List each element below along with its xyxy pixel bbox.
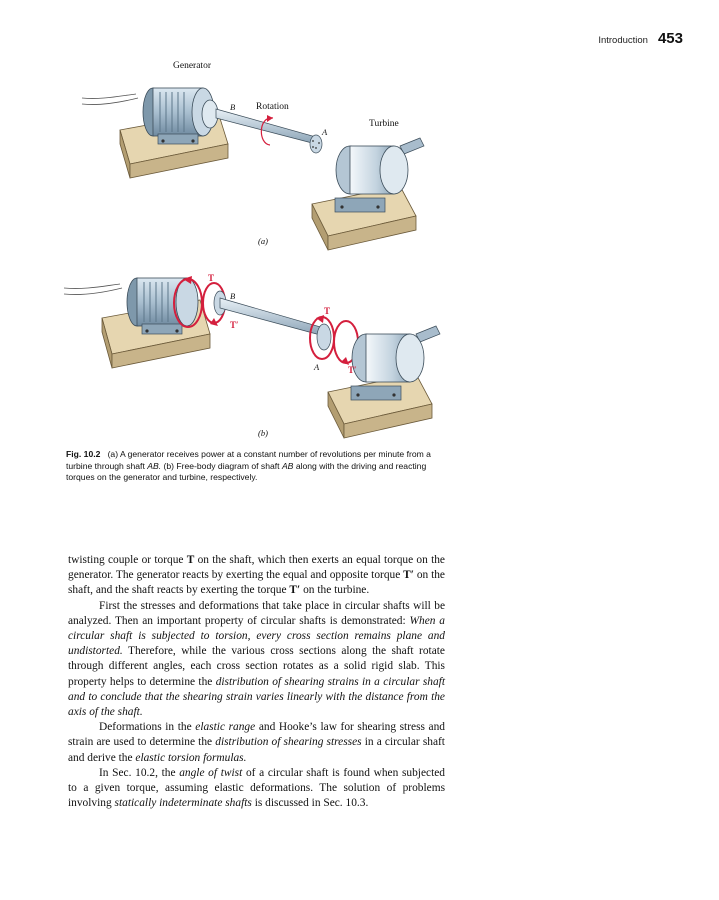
p2-text-2: Therefore, while the various cross sections along the shaft rotate through different angles, each cross section rotates as a solid rigid slab. This property helps to determine the bbox=[68, 645, 445, 688]
paragraph-1 bbox=[68, 553, 445, 599]
p1-symbol-tprime: T′ bbox=[403, 569, 414, 582]
p3-italic-1: elastic range bbox=[195, 721, 256, 734]
running-head bbox=[598, 30, 683, 47]
turbine bbox=[335, 138, 424, 212]
turbine-b bbox=[351, 326, 440, 400]
p1-symbol-tprime-2: T′ bbox=[289, 584, 301, 597]
caption-shaft: AB. bbox=[147, 460, 162, 471]
p2-italic-2: distribution of shearing strains in a circular shaft and to conclude that the shearing strain varies linearly with the distance from the axis of the shaft. bbox=[68, 675, 445, 719]
section-title: Introduction bbox=[598, 35, 648, 46]
p3-italic-2: distribution of shearing stresses bbox=[215, 736, 362, 749]
p1-text-3: on the shaft, and the shaft reacts by exerting the torque bbox=[68, 569, 445, 597]
p1-text-1: twisting couple or torque bbox=[68, 554, 184, 566]
p4-italic-2: statically indeterminate shafts bbox=[114, 797, 252, 810]
panel-a bbox=[82, 61, 424, 250]
p4-text-1: In Sec. 10.2, the bbox=[99, 766, 176, 779]
caption-figure-number: Fig. 10.2 bbox=[66, 449, 101, 459]
caption-shaft-2: AB bbox=[281, 460, 294, 471]
p2-text-1: First the stresses and deformations that take place in circular shafts will be analyzed. Then an important property of circular shafts is demonstrated: bbox=[68, 599, 445, 627]
p3-text-3: in a circular shaft and derive the bbox=[68, 736, 445, 764]
turbine-base-b bbox=[328, 374, 432, 438]
p4-text-3: is discussed in Sec. 10.3. bbox=[254, 797, 369, 810]
torque-tprime-label-1: T′ bbox=[230, 320, 239, 330]
panel-b-label: (b) bbox=[258, 428, 268, 438]
paragraph-3 bbox=[68, 720, 445, 766]
p1-text-4: on the turbine. bbox=[303, 584, 370, 597]
p1-symbol-t: T bbox=[186, 554, 195, 566]
panel-b bbox=[64, 273, 440, 438]
generator-label: Generator bbox=[173, 61, 211, 71]
turbine-label: Turbine bbox=[369, 119, 399, 129]
point-b-label: B bbox=[230, 102, 236, 112]
body-text bbox=[68, 553, 445, 811]
p1-text-2: on the shaft, which then exerts an equal torque on the generator. The generator reacts by exerting the equal and opposite torque bbox=[68, 554, 445, 582]
rotation-label: Rotation bbox=[256, 102, 289, 112]
caption-part-3: along with the driving and reacting torques on the generator and turbine, respectively. bbox=[66, 460, 427, 483]
shaft-ab bbox=[216, 109, 322, 153]
page-number: 453 bbox=[657, 30, 683, 47]
figure-caption bbox=[66, 449, 448, 484]
p3-text-2: and Hooke’s law for shearing stress and strain are used to determine the bbox=[68, 721, 446, 749]
turbine-base bbox=[312, 186, 416, 250]
p2-italic-1: When a circular shaft is subjected to torsion, every cross section remains plane and undistorted. bbox=[68, 614, 445, 658]
p3-text-1: Deformations in the bbox=[99, 721, 192, 734]
p4-italic-1: angle of twist bbox=[179, 766, 243, 779]
paragraph-4 bbox=[68, 766, 445, 812]
paragraph-2 bbox=[68, 599, 445, 721]
panel-a-label: (a) bbox=[258, 236, 268, 246]
point-a-label-b: A bbox=[314, 362, 320, 372]
caption-part-1: (a) A generator receives power at a constant number of revolutions per minute from a turbine through shaft bbox=[66, 449, 431, 471]
p3-italic-3: elastic torsion formulas. bbox=[135, 751, 247, 764]
p4-text-2: of a circular shaft is found when subjected to a given torque, assuming elastic deformations. The solution of problems involving bbox=[68, 766, 445, 810]
caption-part-2: (b) Free-body diagram of shaft bbox=[163, 460, 280, 471]
torque-t-label-2: T bbox=[324, 306, 331, 316]
figure-10-2 bbox=[60, 52, 460, 444]
torque-tprime-label-2: T′ bbox=[348, 365, 357, 375]
torque-t-label-1: T bbox=[208, 273, 215, 283]
point-a-label: A bbox=[322, 127, 328, 137]
point-b-label-b: B bbox=[230, 291, 236, 301]
